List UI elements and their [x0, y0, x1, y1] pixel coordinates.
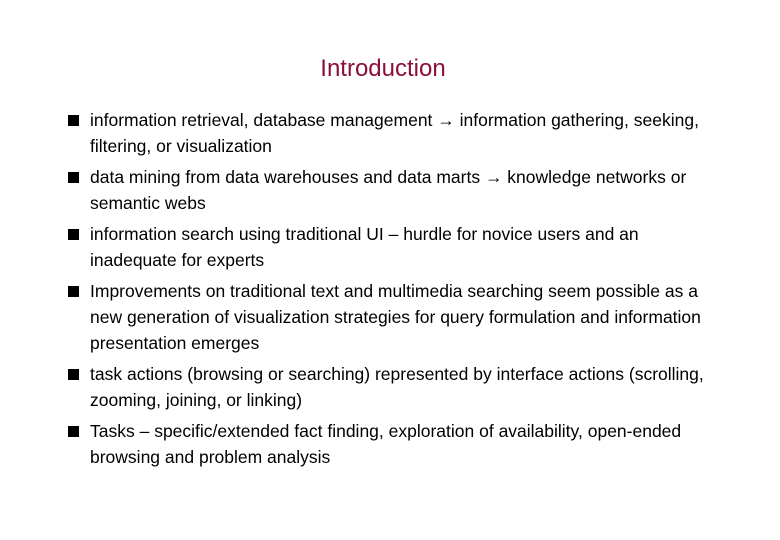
list-item	[66, 418, 726, 470]
bullet-text: data mining from data warehouses and data marts → knowledge networks or semantic webs	[90, 167, 687, 213]
bullet-text: information search using traditional UI – hurdle for novice users and an inadequate for experts	[90, 224, 639, 270]
square-bullet-icon	[68, 229, 79, 240]
bullet-text: task actions (browsing or searching) represented by interface actions (scrolling, zooming, joining, or linking)	[90, 364, 704, 410]
list-item	[66, 164, 726, 216]
bullet-text: Tasks – specific/extended fact finding, exploration of availability, open-ended browsing and problem analysis	[90, 421, 682, 467]
list-item	[66, 221, 726, 273]
bullet-text: Improvements on traditional text and multimedia searching seem possible as a new generation of visualization strategies for query formulation and information presentation emerges	[90, 281, 701, 353]
square-bullet-icon	[68, 172, 79, 183]
square-bullet-icon	[68, 426, 79, 437]
square-bullet-icon	[68, 286, 79, 297]
square-bullet-icon	[68, 369, 79, 380]
bullet-text: information retrieval, database management → information gathering, seeking, filtering, or visualization	[90, 110, 699, 156]
list-item	[66, 278, 726, 356]
list-item	[66, 107, 726, 159]
square-bullet-icon	[68, 115, 79, 126]
bullet-list	[66, 107, 726, 475]
slide-title: Introduction	[320, 55, 446, 82]
list-item	[66, 361, 726, 413]
